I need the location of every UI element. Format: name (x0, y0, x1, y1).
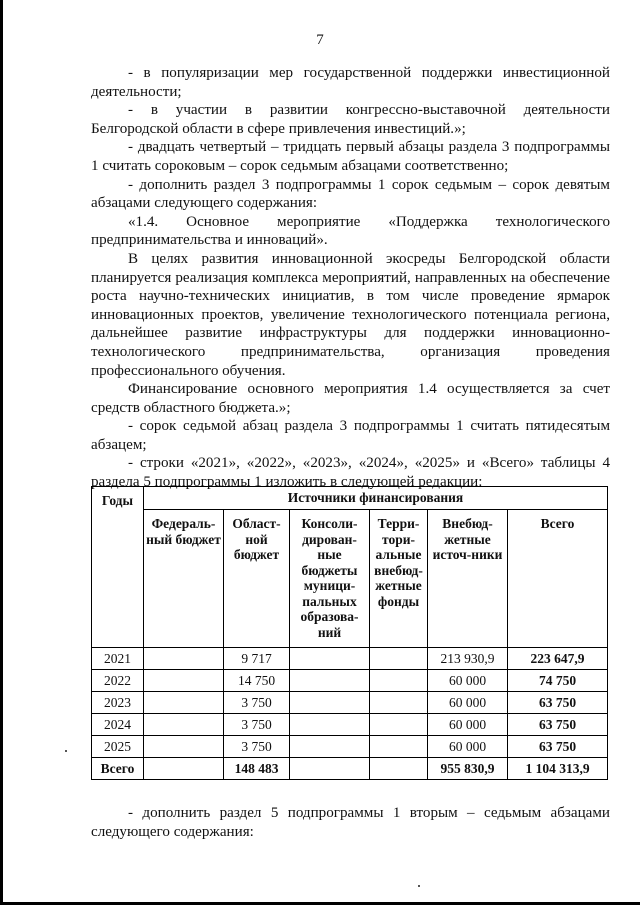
cell-federal (144, 648, 224, 670)
cell-regional: 3 750 (224, 692, 290, 714)
cell-territorial (370, 648, 428, 670)
header-regional: Област-ной бюджет (224, 510, 290, 648)
paragraph: Финансирование основного мероприятия 1.4 осуществляется за счет средств областного бюджета.»; (91, 381, 610, 416)
header-extrabudget: Внебюд-жетные источ-ники (428, 510, 508, 648)
cell-municipal (290, 714, 370, 736)
paragraph: - строки «2021», «2022», «2023», «2024», «2025» и «Всего» таблицы 4 раздела 5 подпрограммы 1 изложить в следующей редакции: (91, 455, 610, 491)
header-municipal: Консоли-дирован-ные бюджеты муници-пальных образова-ний (290, 510, 370, 648)
cell-total: 63 750 (508, 692, 608, 714)
cell-municipal (290, 736, 370, 758)
cell-extra: 60 000 (428, 670, 508, 692)
cell-year: 2024 (92, 714, 144, 736)
cell-regional: 3 750 (224, 714, 290, 736)
cell-territorial (370, 670, 428, 692)
cell-federal (144, 736, 224, 758)
cell-extra: 955 830,9 (428, 758, 508, 780)
cell-regional: 148 483 (224, 758, 290, 780)
body-text (91, 64, 610, 492)
header-territorial: Терри-тори-альные внебюд-жетные фонды (370, 510, 428, 648)
cell-year: 2023 (92, 692, 144, 714)
cell-regional: 3 750 (224, 736, 290, 758)
cell-federal (144, 692, 224, 714)
cell-total: 223 647,9 (508, 648, 608, 670)
table-row (92, 670, 608, 692)
header-federal: Федераль-ный бюджет (144, 510, 224, 648)
tail-text (91, 804, 610, 841)
cell-municipal (290, 692, 370, 714)
cell-extra: 60 000 (428, 736, 508, 758)
cell-federal (144, 714, 224, 736)
cell-extra: 60 000 (428, 714, 508, 736)
cell-extra: 213 930,9 (428, 648, 508, 670)
cell-municipal (290, 670, 370, 692)
cell-total: 74 750 (508, 670, 608, 692)
cell-total: 1 104 313,9 (508, 758, 608, 780)
cell-total: 63 750 (508, 714, 608, 736)
cell-regional: 14 750 (224, 670, 290, 692)
table-row (92, 736, 608, 758)
financing-table (91, 486, 608, 780)
scan-speck (65, 750, 67, 752)
cell-year: Всего (92, 758, 144, 780)
cell-federal (144, 758, 224, 780)
paragraph: - сорок седьмой абзац раздела 3 подпрограммы 1 считать пятидесятым абзацем; (91, 418, 610, 453)
header-total: Всего (508, 510, 608, 648)
header-years: Годы (92, 487, 144, 648)
scan-speck (418, 885, 420, 887)
cell-municipal (290, 648, 370, 670)
cell-extra: 60 000 (428, 692, 508, 714)
table-total-row (92, 758, 608, 780)
cell-territorial (370, 736, 428, 758)
table-row (92, 692, 608, 714)
cell-territorial (370, 758, 428, 780)
cell-year: 2021 (92, 648, 144, 670)
paragraph: - дополнить раздел 3 подпрограммы 1 сорок седьмым – сорок девятым абзацами следующего содержания: (91, 176, 610, 212)
cell-regional: 9 717 (224, 648, 290, 670)
paragraph: В целях развития инновационной экосреды Белгородской области планируется реализация комплекса мероприятий, направленных на обеспечение роста научно-технических инициатив, в том числе проведение ярмарок инновационных проектов, увеличение технологического потенциала региона, дальнейшее развитие инфраструктуры для поддержки инновационно-технологического предпринимательства, организация проведения профессионального обучения. (91, 250, 610, 379)
paragraph: «1.4. Основное мероприятие «Поддержка технологического предпринимательства и инноваций». (91, 213, 610, 249)
scan-left-edge (0, 0, 3, 905)
header-sources: Источники финансирования (144, 487, 608, 510)
table-row (92, 648, 608, 670)
paragraph: - в участии в развитии конгрессно-выставочной деятельности Белгородской области в сфере привлечения инвестиций.»; (91, 102, 610, 137)
cell-year: 2025 (92, 736, 144, 758)
paragraph: - в популяризации мер государственной поддержки инвестиционной деятельности; (91, 65, 610, 100)
cell-municipal (290, 758, 370, 780)
paragraph: - дополнить раздел 5 подпрограммы 1 вторым – седьмым абзацами следующего содержания: (91, 805, 610, 840)
cell-territorial (370, 692, 428, 714)
page-number: 7 (316, 32, 324, 48)
cell-year: 2022 (92, 670, 144, 692)
cell-territorial (370, 714, 428, 736)
paragraph: - двадцать четвертый – тридцать первый абзацы раздела 3 подпрограммы 1 считать сороковым – сорок седьмым абзацами соответственно; (91, 139, 610, 174)
cell-federal (144, 670, 224, 692)
financing-table-wrap (91, 486, 608, 780)
cell-total: 63 750 (508, 736, 608, 758)
table-row (92, 714, 608, 736)
